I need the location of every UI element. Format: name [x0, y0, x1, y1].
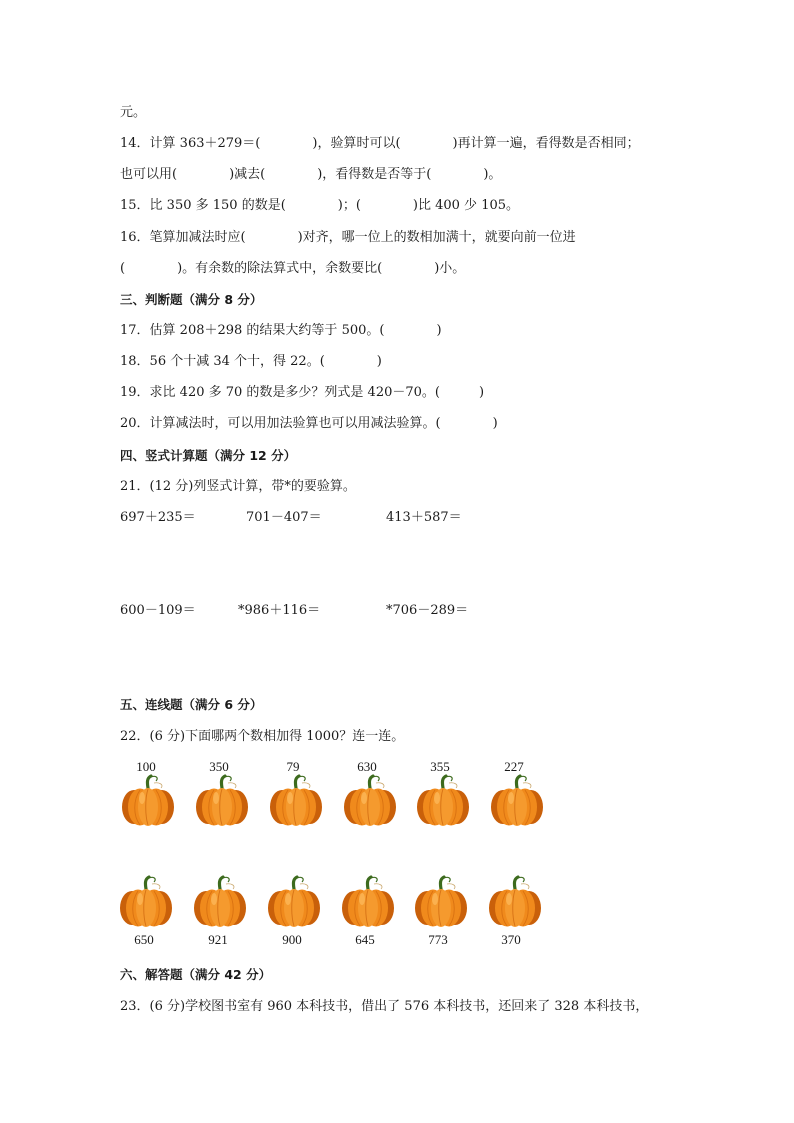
question-16-line-2: ( )。有余数的除法算式中，余数要比( )小。	[120, 261, 466, 276]
bottom-number-3: 900	[282, 932, 302, 947]
question-22: 22．(6 分)下面哪两个数相加得 1000？连一连。	[120, 729, 405, 744]
section-6-heading: 六、解答题（满分 42 分）	[120, 967, 272, 982]
pumpkin-image	[487, 875, 543, 929]
section-4-heading: 四、竖式计算题（满分 12 分）	[120, 448, 297, 463]
bottom-number-6: 370	[501, 932, 521, 947]
pumpkin-image	[192, 875, 248, 929]
question-19: 19．求比 420 多 70 的数是多少？列式是 420－70。( )	[120, 385, 485, 400]
bottom-number-1: 650	[134, 932, 154, 947]
pumpkin-image	[118, 875, 174, 929]
top-number-6: 227	[504, 759, 524, 774]
pumpkin-image	[489, 774, 545, 828]
top-number-3: 79	[286, 759, 300, 774]
pumpkin-image	[268, 774, 324, 828]
question-21: 21．(12 分)列竖式计算，带*的要验算。	[120, 479, 356, 494]
question-17: 17．估算 208＋298 的结果大约等于 500。( )	[120, 323, 442, 338]
top-number-2: 350	[209, 759, 229, 774]
pumpkin-image	[194, 774, 250, 828]
pumpkin-image	[415, 774, 471, 828]
question-16-line-1: 16．笔算加减法时应( )对齐，哪一位上的数相加满十，就要向前一位进	[120, 230, 576, 245]
pumpkin-image	[340, 875, 396, 929]
question-15: 15．比 350 多 150 的数是( )；( )比 400 少 105。	[120, 198, 520, 213]
expression-3: 413＋587＝	[386, 510, 462, 525]
top-number-1: 100	[136, 759, 156, 774]
expression-4: 600－109＝	[120, 603, 196, 618]
pumpkin-image	[342, 774, 398, 828]
question-23: 23．(6 分)学校图书室有 960 本科技书，借出了 576 本科技书，还回来了 328 本科技书，	[120, 999, 649, 1014]
question-14-line-1: 14．计算 363＋279＝( )，验算时可以( )再计算一遍，看得数是否相同；	[120, 136, 640, 151]
section-3-heading: 三、判断题（满分 8 分）	[120, 292, 263, 307]
question-18: 18．56 个十减 34 个十，得 22。( )	[120, 354, 382, 369]
bottom-number-5: 773	[428, 932, 448, 947]
pumpkin-image	[120, 774, 176, 828]
expression-1: 697＋235＝	[120, 510, 196, 525]
section-5-heading: 五、连线题（满分 6 分）	[120, 697, 263, 712]
text-line-continuation: 元。	[120, 105, 147, 120]
question-14-line-2: 也可以用( )减去( )，看得数是否等于( )。	[120, 167, 502, 182]
pumpkin-image	[413, 875, 469, 929]
top-number-4: 630	[357, 759, 377, 774]
expression-5: *986＋116＝	[238, 603, 321, 618]
expression-2: 701－407＝	[246, 510, 322, 525]
top-number-5: 355	[430, 759, 450, 774]
question-20: 20．计算减法时，可以用加法验算也可以用减法验算。( )	[120, 416, 498, 431]
bottom-number-2: 921	[208, 932, 228, 947]
bottom-number-4: 645	[355, 932, 375, 947]
expression-6: *706－289＝	[386, 603, 469, 618]
pumpkin-image	[266, 875, 322, 929]
